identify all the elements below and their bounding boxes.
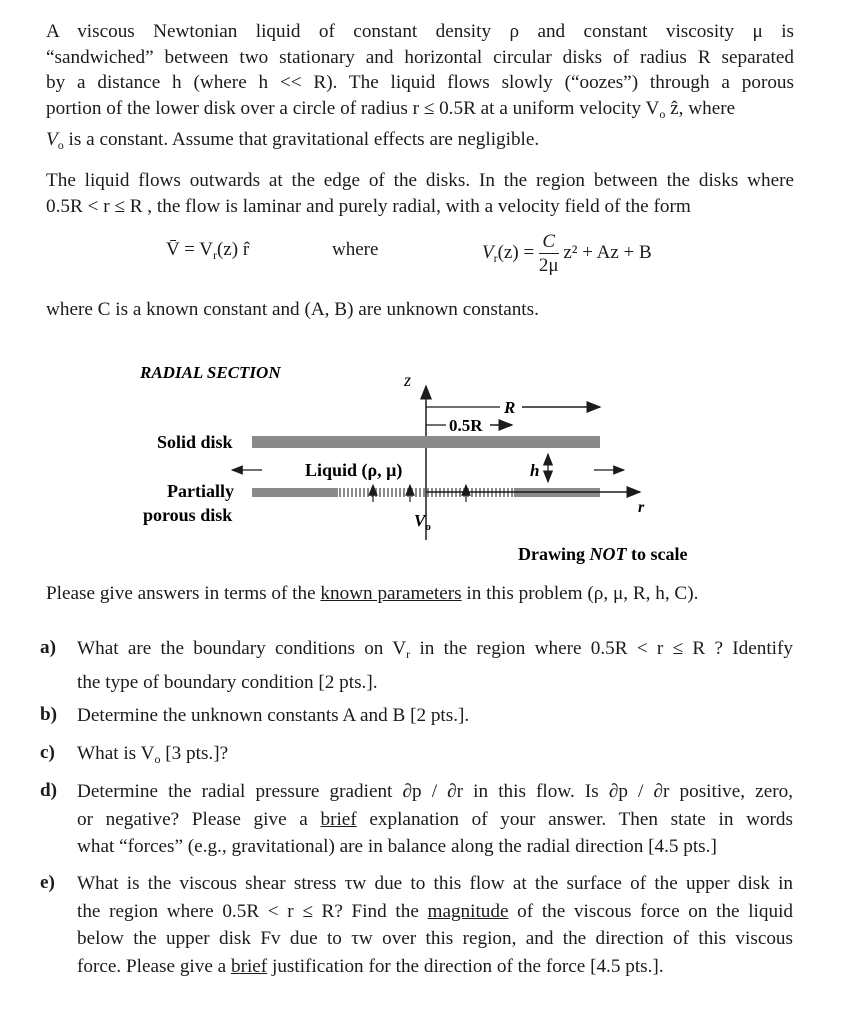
half-r-extent-label: 0.5R xyxy=(449,416,483,435)
velocity-field-equation: V̄ = $V_r(z)$ r̂ xyxy=(166,239,250,262)
question-d-label: d) xyxy=(40,780,58,801)
velocity-profile-equation: $V_r(z)$ = $\frac{C}{2\mu}$ z² + Az + B xyxy=(482,231,652,276)
inflow-velocity-label: $V_o$ xyxy=(414,511,431,533)
partially-label: Partially xyxy=(167,481,234,501)
flow-line-2: 0.5R < r ≤ R , the flow is laminar and purely radial, with a velocity field of the form xyxy=(46,195,691,217)
solid-disk xyxy=(252,436,600,448)
question-d: Determine the radial pressure gradient ∂p / ∂r in this flow. Is ∂p / ∂r positive, zero, or negative? Please give a brief explanation of your answer. Then state in words what “forces” (e.g., gravitational) are in balance along the radial direction [4.5 pts.] xyxy=(77,781,793,857)
intro-line-1: A viscous Newtonian liquid of constant density ρ and constant viscosity μ is xyxy=(46,21,794,42)
solid-disk-label: Solid disk xyxy=(157,432,233,452)
scale-note: Drawing NOT to scale xyxy=(518,544,688,564)
r-extent-label: R xyxy=(504,398,516,417)
z-axis-label: z xyxy=(404,370,412,390)
equation-fraction: $\frac{C}{2\mu}$ xyxy=(538,231,559,276)
question-c: What is $V_o$ [3 pts.]? xyxy=(77,743,229,766)
section-label: RADIAL SECTION xyxy=(140,363,281,382)
solid-portion-lower-disk-left xyxy=(252,488,338,497)
question-e: What is the viscous shear stress τw due to this flow at the surface of the upper disk in the region where 0.5R < r ≤ R? Find the magnitude of the viscous force on the liquid below the upper disk Fv due to τw over this region, and the direction of this viscous force. Please give a brief justification for the direction of the force [4.5 pts.]. xyxy=(77,873,794,977)
intro-paragraph xyxy=(46,19,794,159)
intro-line-2: “sandwiched” between two stationary and horizontal circular disks of radius R separated xyxy=(46,46,794,68)
question-e-label: e) xyxy=(40,872,55,893)
question-b-label: b) xyxy=(40,704,58,725)
equation-where: where xyxy=(332,239,379,260)
porous-disk-label: porous disk xyxy=(143,505,233,525)
flow-paragraph xyxy=(46,168,794,219)
r-axis-label: r xyxy=(638,499,645,516)
question-b: Determine the unknown constants A and B [2 pts.]. xyxy=(77,705,470,726)
question-a: What are the boundary conditions on $V_r$ in the region where 0.5R < r ≤ R ? Identify the type of boundary condition [2 pts.]. xyxy=(77,638,793,693)
liquid-label: Liquid (ρ, μ) xyxy=(305,460,403,480)
flow-line-1: The liquid flows outwards at the edge of the disks. In the region between the disks where xyxy=(46,170,794,191)
gap-height-label: h xyxy=(530,461,540,480)
intro-line-5: $V_o$ is a constant. Assume that gravitational effects are negligible. xyxy=(46,129,540,153)
intro-line-4: portion of the lower disk over a circle of radius r ≤ 0.5R at a uniform velocity $V_o$ ẑ, where xyxy=(46,97,736,121)
radial-section-figure xyxy=(0,350,848,580)
question-c-label: c) xyxy=(40,742,55,763)
known-parameters-note: Please give answers in terms of the known parameters in this problem (ρ, μ, R, h, C). xyxy=(46,583,699,604)
constants-note: where C is a known constant and (A, B) are unknown constants. xyxy=(46,299,539,320)
question-a-label: a) xyxy=(40,637,56,658)
intro-line-3: by a distance h (where h << R). The liquid flows slowly (“oozes”) through a porous xyxy=(46,72,794,94)
